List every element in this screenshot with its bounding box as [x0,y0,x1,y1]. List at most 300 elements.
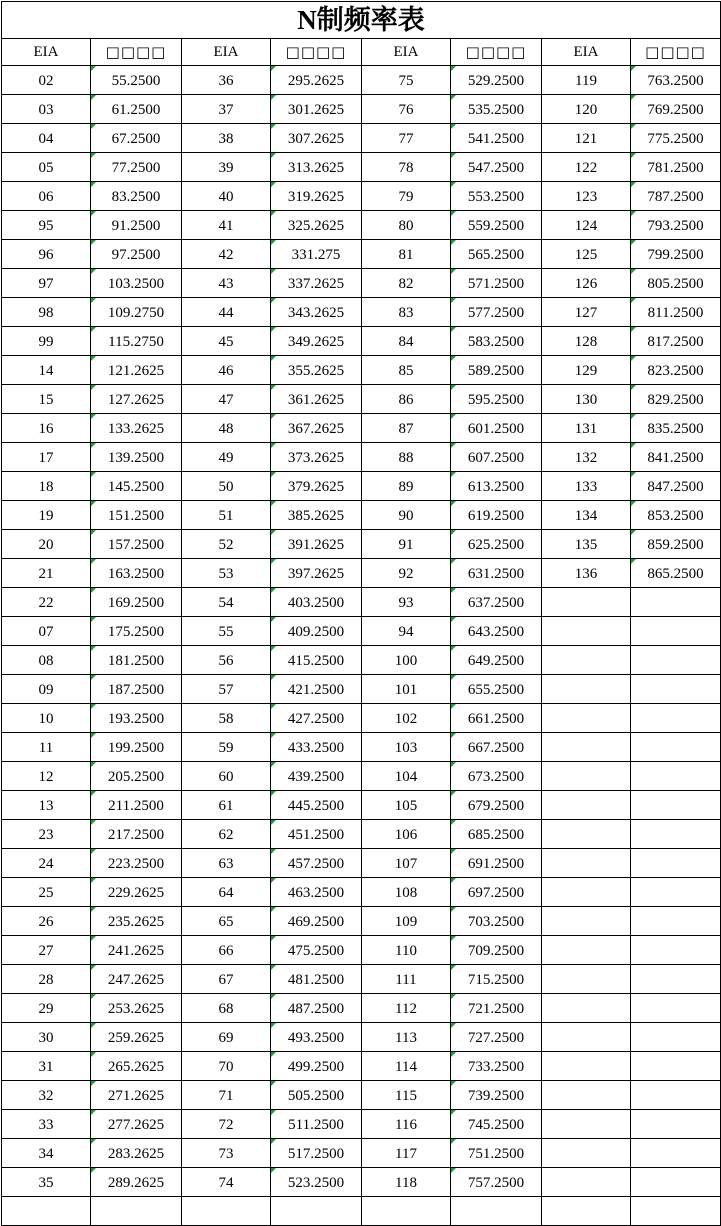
table-row [2,791,721,820]
eia-channel-cell: 34 [2,1139,91,1168]
frequency-cell [91,1023,182,1052]
eia-channel-cell: 13 [2,791,91,820]
frequency-cell [271,675,362,704]
frequency-cell [451,791,542,820]
frequency-cell [451,211,542,240]
frequency-cell [271,849,362,878]
table-row [2,1197,721,1226]
frequency-value: 553.2500 [467,188,525,205]
frequency-value: 313.2625 [287,159,345,176]
eia-channel-cell: 22 [2,588,91,617]
eia-channel-cell: 125 [542,240,631,269]
eia-channel-cell: 105 [362,791,451,820]
frequency-cell [271,182,362,211]
frequency-value: 607.2500 [467,449,525,466]
table-row [2,559,721,588]
frequency-value: 235.2625 [107,913,165,930]
frequency-value: 727.2500 [467,1029,525,1046]
frequency-cell [451,994,542,1023]
frequency-cell [631,385,721,414]
table-row [2,385,721,414]
frequency-cell [271,356,362,385]
frequency-value: 571.2500 [467,275,525,292]
frequency-value: 463.2500 [287,884,345,901]
frequency-cell [631,733,721,762]
table-row [2,414,721,443]
eia-channel-cell: 94 [362,617,451,646]
table-body [2,66,721,1226]
eia-channel-cell: 112 [362,994,451,1023]
frequency-cell [451,298,542,327]
frequency-cell [91,95,182,124]
eia-channel-cell: 15 [2,385,91,414]
eia-channel-cell: 06 [2,182,91,211]
eia-channel-cell: 97 [2,269,91,298]
frequency-cell [451,588,542,617]
eia-channel-cell [542,849,631,878]
frequency-cell [91,1139,182,1168]
frequency-cell [631,936,721,965]
frequency-cell [631,414,721,443]
frequency-table [1,1,721,1226]
frequency-cell [631,530,721,559]
frequency-cell [451,617,542,646]
frequency-cell [91,124,182,153]
frequency-cell [271,1168,362,1197]
frequency-cell [451,907,542,936]
frequency-value: 613.2500 [467,478,525,495]
frequency-cell [271,153,362,182]
frequency-cell [91,849,182,878]
frequency-value: 637.2500 [467,594,525,611]
eia-channel-cell: 132 [542,443,631,472]
frequency-value: 289.2625 [107,1174,165,1191]
eia-channel-cell [542,965,631,994]
frequency-cell [91,646,182,675]
frequency-value: 97.2500 [111,246,161,263]
frequency-cell [451,240,542,269]
frequency-value: 631.2500 [467,565,525,582]
eia-channel-cell: 45 [182,327,271,356]
frequency-value: 601.2500 [467,420,525,437]
table-row [2,762,721,791]
frequency-cell [631,327,721,356]
frequency-cell [631,907,721,936]
eia-channel-cell: 91 [362,530,451,559]
frequency-value: 841.2500 [647,449,704,466]
frequency-value: 349.2625 [287,333,345,350]
header-frequency: □□□□ [451,39,542,66]
frequency-cell [271,994,362,1023]
eia-channel-cell: 126 [542,269,631,298]
frequency-value: 115.2750 [108,333,164,350]
frequency-value: 865.2500 [647,565,704,582]
eia-channel-cell: 73 [182,1139,271,1168]
frequency-cell [271,501,362,530]
frequency-value: 685.2500 [467,826,525,843]
frequency-cell [91,617,182,646]
eia-channel-cell: 123 [542,182,631,211]
table-row [2,95,721,124]
frequency-cell [91,472,182,501]
frequency-cell [91,994,182,1023]
frequency-cell [631,994,721,1023]
frequency-value: 781.2500 [647,159,704,176]
eia-channel-cell: 71 [182,1081,271,1110]
eia-channel-cell [542,1197,631,1226]
frequency-value: 211.2500 [108,797,164,814]
table-row [2,1139,721,1168]
frequency-value: 559.2500 [467,217,525,234]
eia-channel-cell: 68 [182,994,271,1023]
frequency-cell [451,820,542,849]
frequency-cell [91,878,182,907]
frequency-value: 457.2500 [287,855,345,872]
frequency-value: 103.2500 [107,275,165,292]
frequency-value: 253.2625 [107,1000,165,1017]
table-row [2,704,721,733]
frequency-value: 517.2500 [287,1145,345,1162]
frequency-cell [451,1110,542,1139]
eia-channel-cell: 87 [362,414,451,443]
frequency-value: 403.2500 [287,594,345,611]
frequency-value: 295.2625 [287,72,345,89]
eia-channel-cell: 70 [182,1052,271,1081]
frequency-value: 811.2500 [647,304,704,321]
eia-channel-cell: 58 [182,704,271,733]
frequency-cell [631,356,721,385]
eia-channel-cell: 09 [2,675,91,704]
eia-channel-cell: 135 [542,530,631,559]
frequency-cell [451,356,542,385]
frequency-cell [631,965,721,994]
eia-channel-cell: 46 [182,356,271,385]
frequency-value: 703.2500 [467,913,525,930]
eia-channel-cell: 110 [362,936,451,965]
frequency-cell [451,414,542,443]
frequency-value: 127.2625 [107,391,165,408]
frequency-cell [271,298,362,327]
eia-channel-cell: 08 [2,646,91,675]
eia-channel-cell [542,907,631,936]
frequency-cell [631,269,721,298]
frequency-value: 283.2625 [107,1145,165,1162]
frequency-value: 379.2625 [287,478,345,495]
frequency-value: 385.2625 [287,507,345,524]
eia-channel-cell: 74 [182,1168,271,1197]
eia-channel-cell: 130 [542,385,631,414]
frequency-cell [91,530,182,559]
frequency-cell [631,182,721,211]
eia-channel-cell: 104 [362,762,451,791]
frequency-value: 427.2500 [287,710,345,727]
frequency-value: 715.2500 [467,971,525,988]
frequency-value: 853.2500 [647,507,704,524]
frequency-value: 223.2500 [107,855,165,872]
frequency-value: 421.2500 [287,681,345,698]
table-row [2,936,721,965]
eia-channel-cell: 95 [2,211,91,240]
eia-channel-cell: 61 [182,791,271,820]
eia-channel-cell: 49 [182,443,271,472]
eia-channel-cell [542,1168,631,1197]
eia-channel-cell: 108 [362,878,451,907]
frequency-value: 391.2625 [287,536,345,553]
frequency-value: 655.2500 [467,681,525,698]
frequency-value: 649.2500 [467,652,525,669]
frequency-cell [631,1168,721,1197]
table-row [2,501,721,530]
frequency-cell [631,1052,721,1081]
eia-channel-cell: 42 [182,240,271,269]
eia-channel-cell: 23 [2,820,91,849]
frequency-value: 121.2625 [107,362,165,379]
eia-channel-cell: 02 [2,66,91,95]
eia-channel-cell: 29 [2,994,91,1023]
frequency-value: 361.2625 [287,391,345,408]
eia-channel-cell: 62 [182,820,271,849]
eia-channel-cell: 116 [362,1110,451,1139]
frequency-cell [271,1197,362,1226]
eia-channel-cell [542,733,631,762]
eia-channel-cell [542,878,631,907]
eia-channel-cell: 124 [542,211,631,240]
frequency-value: 199.2500 [107,739,165,756]
frequency-value: 763.2500 [647,72,704,89]
eia-channel-cell: 35 [2,1168,91,1197]
eia-channel-cell: 37 [182,95,271,124]
frequency-value: 373.2625 [287,449,345,466]
frequency-value: 793.2500 [647,217,704,234]
frequency-cell [451,675,542,704]
frequency-cell [631,240,721,269]
frequency-value: 829.2500 [647,391,704,408]
frequency-value: 205.2500 [107,768,165,785]
frequency-cell [451,501,542,530]
frequency-cell [91,443,182,472]
eia-channel-cell: 98 [2,298,91,327]
frequency-cell [451,327,542,356]
eia-channel-cell: 12 [2,762,91,791]
header-eia: EIA [182,39,271,66]
frequency-cell [271,646,362,675]
frequency-value: 625.2500 [467,536,525,553]
frequency-cell [271,820,362,849]
frequency-cell [91,675,182,704]
eia-channel-cell [542,1023,631,1052]
frequency-value: 721.2500 [467,1000,525,1017]
table-row [2,907,721,936]
frequency-value: 469.2500 [287,913,345,930]
table-row [2,646,721,675]
frequency-value: 799.2500 [647,246,704,263]
frequency-value: 739.2500 [467,1087,525,1104]
eia-channel-cell: 43 [182,269,271,298]
table-row [2,472,721,501]
table-row [2,617,721,646]
eia-channel-cell: 86 [362,385,451,414]
table-row [2,269,721,298]
table-row [2,1023,721,1052]
eia-channel-cell: 131 [542,414,631,443]
frequency-value: 67.2500 [111,130,161,147]
frequency-cell [451,153,542,182]
frequency-value: 259.2625 [107,1029,165,1046]
frequency-cell [271,559,362,588]
frequency-value: 337.2625 [287,275,345,292]
frequency-value: 415.2500 [287,652,345,669]
frequency-cell [451,849,542,878]
eia-channel-cell [542,762,631,791]
frequency-value: 247.2625 [107,971,165,988]
frequency-cell [91,298,182,327]
frequency-cell [631,443,721,472]
eia-channel-cell: 118 [362,1168,451,1197]
eia-channel-cell: 54 [182,588,271,617]
frequency-cell [451,385,542,414]
eia-channel-cell [542,1081,631,1110]
frequency-cell [271,211,362,240]
frequency-cell [631,1081,721,1110]
eia-channel-cell [182,1197,271,1226]
frequency-value: 499.2500 [287,1058,345,1075]
frequency-value: 169.2500 [107,594,165,611]
frequency-value: 697.2500 [467,884,525,901]
frequency-value: 151.2500 [107,507,165,524]
eia-channel-cell: 80 [362,211,451,240]
eia-channel-cell: 120 [542,95,631,124]
eia-channel-cell: 90 [362,501,451,530]
frequency-value: 787.2500 [647,188,704,205]
frequency-cell [91,182,182,211]
frequency-cell [271,472,362,501]
eia-channel-cell: 31 [2,1052,91,1081]
eia-channel-cell: 72 [182,1110,271,1139]
eia-channel-cell: 44 [182,298,271,327]
frequency-cell [451,1168,542,1197]
eia-channel-cell: 83 [362,298,451,327]
frequency-value: 589.2500 [467,362,525,379]
eia-channel-cell: 99 [2,327,91,356]
table-row [2,588,721,617]
eia-channel-cell: 127 [542,298,631,327]
table-row [2,878,721,907]
eia-channel-cell: 04 [2,124,91,153]
frequency-cell [91,791,182,820]
frequency-value: 77.2500 [111,159,161,176]
frequency-cell [271,791,362,820]
frequency-cell [631,820,721,849]
header-eia: EIA [362,39,451,66]
frequency-cell [451,1023,542,1052]
eia-channel-cell: 93 [362,588,451,617]
frequency-value: 847.2500 [647,478,704,495]
frequency-value: 229.2625 [107,884,165,901]
frequency-value: 451.2500 [287,826,345,843]
frequency-cell [271,1139,362,1168]
frequency-value: 163.2500 [107,565,165,582]
frequency-value: 193.2500 [107,710,165,727]
frequency-cell [631,1110,721,1139]
eia-channel-cell: 115 [362,1081,451,1110]
table-row [2,965,721,994]
eia-channel-cell: 69 [182,1023,271,1052]
frequency-value: 835.2500 [647,420,704,437]
frequency-value: 109.2750 [107,304,165,321]
frequency-cell [271,1052,362,1081]
frequency-value: 505.2500 [287,1087,345,1104]
eia-channel-cell: 03 [2,95,91,124]
frequency-value: 145.2500 [107,478,165,495]
table-title: N制频率表 [2,2,721,39]
eia-channel-cell: 64 [182,878,271,907]
frequency-value: 157.2500 [107,536,165,553]
eia-channel-cell: 103 [362,733,451,762]
eia-channel-cell: 50 [182,472,271,501]
frequency-value: 409.2500 [287,623,345,640]
frequency-cell [271,124,362,153]
eia-channel-cell: 117 [362,1139,451,1168]
table-row [2,240,721,269]
frequency-cell [451,559,542,588]
table-row [2,211,721,240]
frequency-cell [271,1110,362,1139]
eia-channel-cell: 92 [362,559,451,588]
frequency-cell [451,878,542,907]
eia-channel-cell: 26 [2,907,91,936]
frequency-cell [271,936,362,965]
frequency-cell [91,211,182,240]
frequency-cell [91,414,182,443]
frequency-value: 769.2500 [647,101,704,118]
eia-channel-cell: 11 [2,733,91,762]
eia-channel-cell: 47 [182,385,271,414]
header-eia: EIA [542,39,631,66]
eia-channel-cell [542,675,631,704]
frequency-value: 541.2500 [467,130,525,147]
frequency-cell [451,269,542,298]
frequency-value: 823.2500 [647,362,704,379]
frequency-cell [631,298,721,327]
frequency-cell [271,240,362,269]
eia-channel-cell: 102 [362,704,451,733]
frequency-cell [631,1139,721,1168]
eia-channel-cell: 67 [182,965,271,994]
eia-channel-cell [542,820,631,849]
frequency-cell [91,1052,182,1081]
eia-channel-cell: 79 [362,182,451,211]
eia-channel-cell: 40 [182,182,271,211]
frequency-value: 757.2500 [467,1174,525,1191]
frequency-value: 583.2500 [467,333,525,350]
eia-channel-cell: 109 [362,907,451,936]
title-row [2,2,721,39]
eia-channel-cell [542,646,631,675]
eia-channel-cell: 25 [2,878,91,907]
frequency-value: 475.2500 [287,942,345,959]
eia-channel-cell: 10 [2,704,91,733]
frequency-value: 805.2500 [647,275,704,292]
frequency-value: 175.2500 [107,623,165,640]
eia-channel-cell: 78 [362,153,451,182]
table-row [2,1052,721,1081]
eia-channel-cell: 60 [182,762,271,791]
frequency-value: 535.2500 [467,101,525,118]
eia-channel-cell [542,704,631,733]
frequency-cell [91,153,182,182]
frequency-cell [631,1023,721,1052]
frequency-cell [271,588,362,617]
